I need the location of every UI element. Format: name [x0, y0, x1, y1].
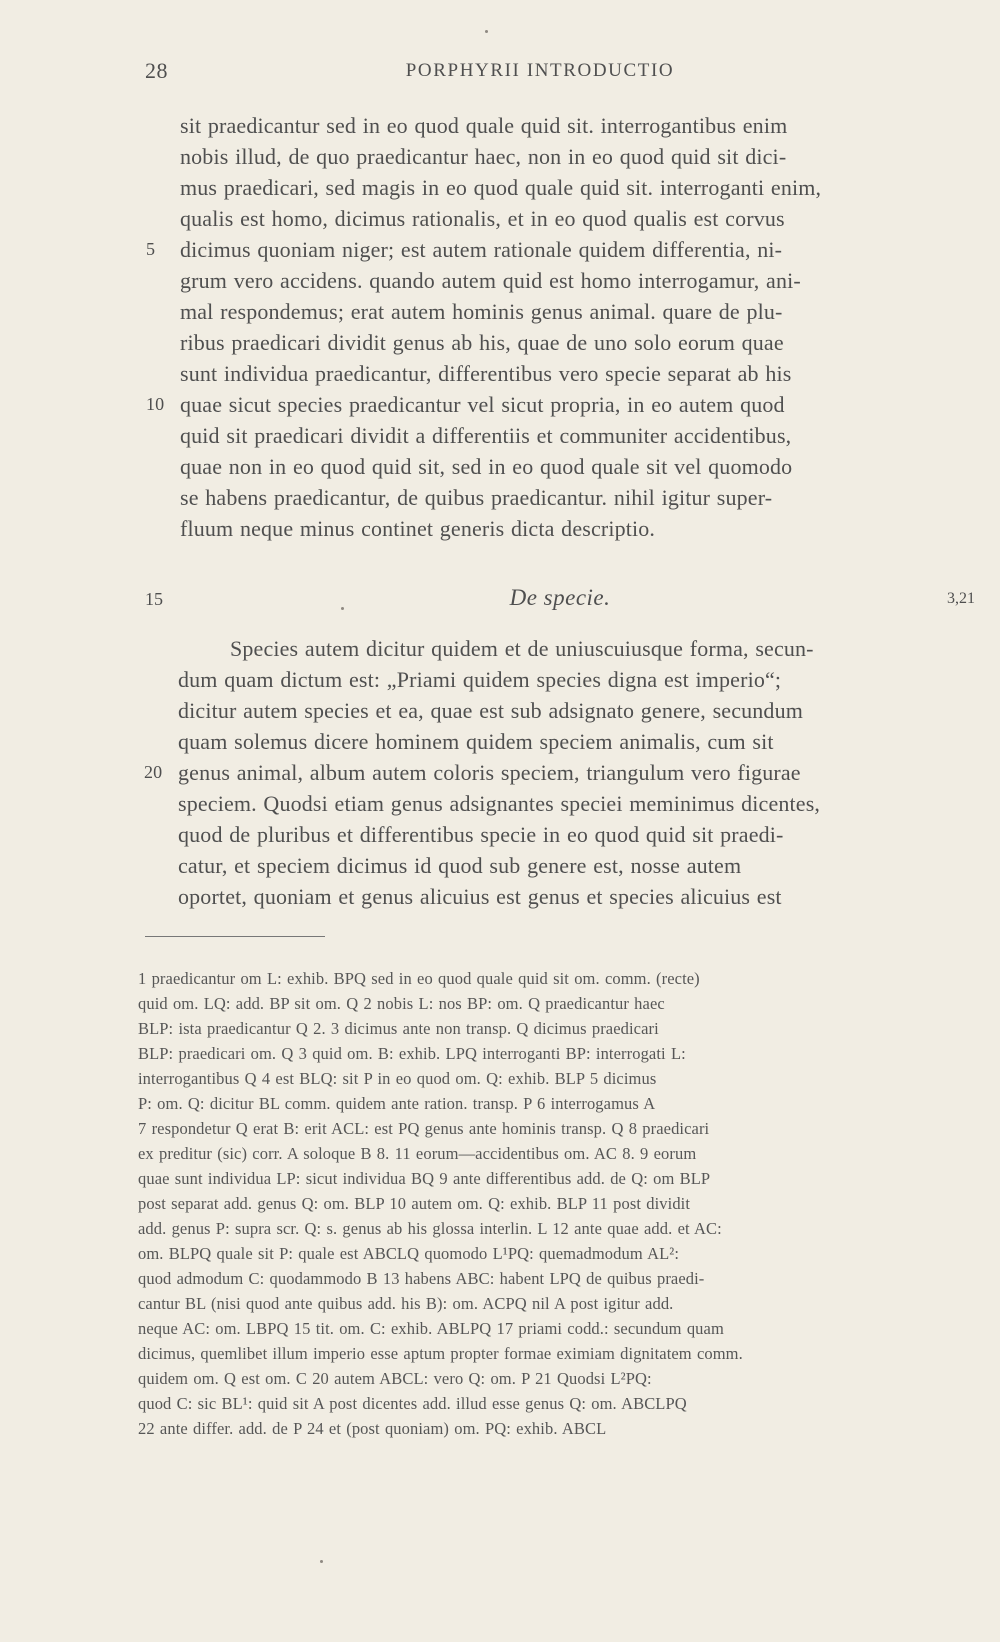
- line-text: mal respondemus; erat autem hominis genus animal. quare de plu-: [180, 299, 783, 324]
- line-number: 5: [146, 239, 156, 259]
- apparatus-line: BLP: ista praedicantur Q 2. 3 dicimus ante non transp. Q dicimus praedicari: [138, 1019, 659, 1038]
- line-text: catur, et speciem dicimus id quod sub genere est, nosse autem: [178, 853, 742, 878]
- line-text: se habens praedicantur, de quibus praedicantur. nihil igitur super-: [180, 485, 773, 510]
- line-text: oportet, quoniam et genus alicuius est genus et species alicuius est: [178, 884, 782, 909]
- species-text-block: [144, 633, 935, 912]
- main-text-block: [146, 110, 935, 544]
- text-line: [180, 203, 935, 234]
- text-line: [180, 141, 935, 172]
- apparatus-line: quid om. LQ: add. BP sit om. Q 2 nobis L: nos BP: om. Q praedicantur haec: [138, 994, 665, 1013]
- line-number: 10: [146, 394, 165, 414]
- text-line: [180, 482, 935, 513]
- line-text: dicimus quoniam niger; est autem rationale quidem differentia, ni-: [180, 237, 783, 262]
- text-line: [180, 110, 935, 141]
- critical-apparatus: [138, 966, 938, 1441]
- text-line: [178, 819, 935, 850]
- text-line: [178, 695, 935, 726]
- line-text: dum quam dictum est: „Priami quidem species digna est imperio“;: [178, 667, 782, 692]
- side-reference: 3,21: [947, 590, 975, 607]
- line-text: mus praedicari, sed magis in eo quod quale quid sit. interroganti enim,: [180, 175, 822, 200]
- apparatus-line: 1 praedicantur om L: exhib. BPQ sed in eo quod quale quid sit om. comm. (recte): [138, 969, 700, 988]
- text-line: [180, 451, 935, 482]
- text-line: [180, 327, 935, 358]
- text-line: [178, 788, 935, 819]
- text-line: [146, 234, 935, 265]
- running-title: PORPHYRII INTRODUCTIO: [405, 60, 675, 81]
- text-line: [144, 757, 935, 788]
- line-text: ribus praedicari dividit genus ab his, quae de uno solo eorum quae: [180, 330, 784, 355]
- apparatus-line: post separat add. genus Q: om. BLP 10 autem om. Q: exhib. BLP 11 post dividit: [138, 1194, 691, 1213]
- text-line: [178, 726, 935, 757]
- line-text: quae sicut species praedicantur vel sicut propria, in eo autem quod: [180, 392, 785, 417]
- apparatus-line: neque AC: om. LBPQ 15 tit. om. C: exhib. ABLPQ 17 priami codd.: secundum quam: [138, 1319, 724, 1338]
- line-text: Species autem dicitur quidem et de uniuscuiusque forma, secun-: [230, 636, 814, 661]
- line-text: dicitur autem species et ea, quae est sub adsignato genere, secundum: [178, 698, 803, 723]
- apparatus-line: P: om. Q: dicitur BL comm. quidem ante ration. transp. P 6 interrogamus A: [138, 1094, 656, 1113]
- text-line: [178, 881, 935, 912]
- apparatus-line: quae sunt individua LP: sicut individua BQ 9 ante differentibus add. de Q: om BLP: [138, 1169, 711, 1188]
- apparatus-line: add. genus P: supra scr. Q: s. genus ab his glossa interlin. L 12 ante quae add. et AC:: [138, 1219, 722, 1238]
- text-line: [180, 265, 935, 296]
- line-text: grum vero accidens. quando autem quid est homo interrogamur, ani-: [180, 268, 801, 293]
- apparatus-line: BLP: praedicari om. Q 3 quid om. B: exhib. LPQ interroganti BP: interrogati L:: [138, 1044, 686, 1063]
- line-text: quid sit praedicari dividit a differentiis et communiter accidentibus,: [180, 423, 792, 448]
- text-line: [180, 358, 935, 389]
- line-text: genus animal, album autem coloris speciem, triangulum vero figurae: [178, 760, 801, 785]
- print-speck: [320, 1560, 323, 1563]
- apparatus-line: quod admodum C: quodammodo B 13 habens ABC: habent LPQ de quibus praedi-: [138, 1269, 705, 1288]
- text-line: [178, 633, 935, 664]
- apparatus-line: 7 respondetur Q erat B: erit ACL: est PQ genus ante hominis transp. Q 8 praedicari: [138, 1119, 710, 1138]
- running-header: [145, 58, 935, 88]
- apparatus-line: interrogantibus Q 4 est BLQ: sit P in eo quod om. Q: exhib. BLP 5 dicimus: [138, 1069, 657, 1088]
- text-line: [180, 296, 935, 327]
- line-text: sit praedicantur sed in eo quod quale quid sit. interrogantibus enim: [180, 113, 788, 138]
- line-text: nobis illud, de quo praedicantur haec, non in eo quod quid sit dici-: [180, 144, 787, 169]
- apparatus-line: cantur BL (nisi quod ante quibus add. his B): om. ACPQ nil A post igitur add.: [138, 1294, 674, 1313]
- apparatus-line: ex preditur (sic) corr. A soloque B 8. 11 eorum—accidentibus om. AC 8. 9 eorum: [138, 1144, 697, 1163]
- line-text: quam solemus dicere hominem quidem speciem animalis, cum sit: [178, 729, 774, 754]
- line-number: 20: [144, 762, 163, 782]
- text-line: [178, 664, 935, 695]
- print-speck: [485, 30, 488, 33]
- apparatus-line: quod C: sic BL¹: quid sit A post dicentes add. illud esse genus Q: om. ABCLPQ: [138, 1394, 687, 1413]
- page-number: 28: [145, 58, 168, 83]
- line-text: sunt individua praedicantur, differentibus vero specie separat ab his: [180, 361, 792, 386]
- line-text: fluum neque minus continet generis dicta descriptio.: [180, 516, 656, 541]
- section-title: De specie.: [509, 585, 611, 610]
- text-line: [146, 389, 935, 420]
- section-line-number: 15: [145, 589, 163, 609]
- line-text: quae non in eo quod quid sit, sed in eo quod quale sit vel quomodo: [180, 454, 793, 479]
- text-line: [180, 172, 935, 203]
- line-text: speciem. Quodsi etiam genus adsignantes speciei meminimus dicentes,: [178, 791, 821, 816]
- line-text: quod de pluribus et differentibus specie in eo quod quid sit praedi-: [178, 822, 784, 847]
- text-line: [180, 420, 935, 451]
- apparatus-line: 22 ante differ. add. de P 24 et (post quoniam) om. PQ: exhib. ABCL: [138, 1419, 607, 1438]
- text-line: [178, 850, 935, 881]
- apparatus-line: quidem om. Q est om. C 20 autem ABCL: vero Q: om. P 21 Quodsi L²PQ:: [138, 1369, 652, 1388]
- text-line: [180, 513, 935, 544]
- apparatus-line: dicimus, quemlibet illum imperio esse aptum propter formae eximiam dignitatem comm.: [138, 1344, 743, 1363]
- apparatus-line: om. BLPQ quale sit P: quale est ABCLQ quomodo L¹PQ: quemadmodum AL²:: [138, 1244, 680, 1263]
- footnote-divider: [145, 936, 325, 937]
- section-heading: [145, 585, 975, 619]
- line-text: qualis est homo, dicimus rationalis, et in eo quod qualis est corvus: [180, 206, 785, 231]
